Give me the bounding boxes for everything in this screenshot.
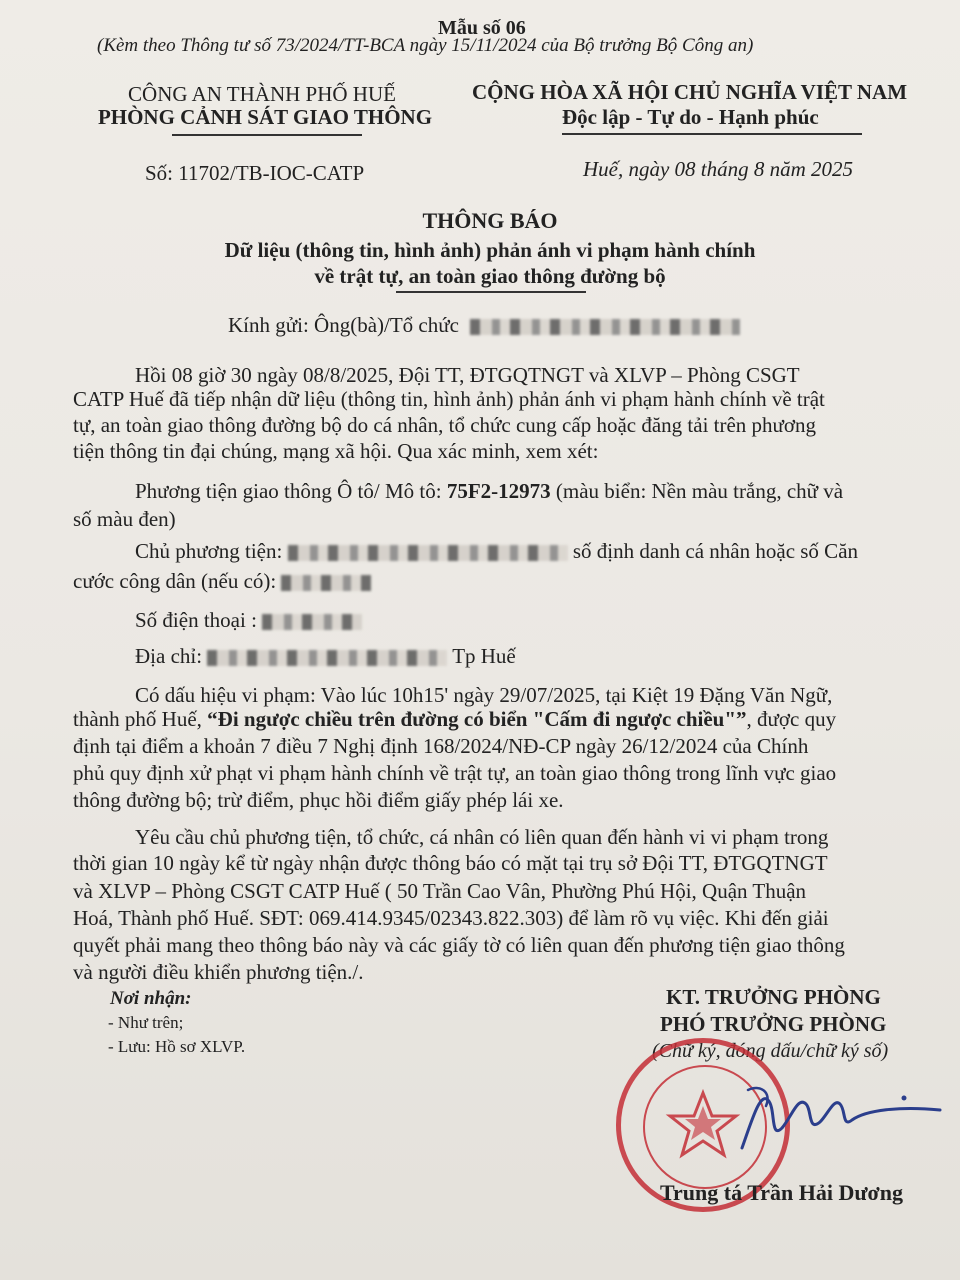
place-date: Huế, ngày 08 tháng 8 năm 2025 xyxy=(583,157,854,181)
violation-line-3: định tại điểm a khoản 7 điều 7 Nghị định 168/2024/NĐ-CP ngày 26/12/2024 của Chính xyxy=(73,734,809,758)
owner-id-label: số định danh cá nhân hoặc số Căn xyxy=(572,539,859,563)
owner-label: Chủ phương tiện: xyxy=(135,539,283,563)
intro-line-3: tự, an toàn giao thông đường bộ do cá nhân, tổ chức cung cấp hoặc đăng tải trên phương xyxy=(73,413,817,437)
notice-subtitle-2: về trật tự, an toàn giao thông đường bộ xyxy=(314,264,666,288)
redacted-owner-id xyxy=(281,575,371,591)
address-line xyxy=(135,643,516,669)
vehicle-suffix: (màu biển: Nền màu trắng, chữ và xyxy=(550,479,844,503)
address-label: Địa chỉ: xyxy=(135,644,203,668)
form-reference: (Kèm theo Thông tư số 73/2024/TT-BCA ngày 15/11/2024 của Bộ trưởng Bộ Công an) xyxy=(97,35,754,56)
agency-name: CÔNG AN THÀNH PHỐ HUẾ xyxy=(128,82,396,106)
phone-line xyxy=(135,607,362,633)
violation-line-5: thông đường bộ; trừ điểm, phục hồi điểm giấy phép lái xe. xyxy=(73,788,564,812)
intro-line-4: tiện thông tin đại chúng, mạng xã hội. Qua xác minh, xem xét: xyxy=(73,439,599,463)
violation-line-4: phủ quy định xử phạt vi phạm hành chính về trật tự, an toàn giao thông trong lĩnh vực giao xyxy=(73,761,837,785)
phone-label: Số điện thoại : xyxy=(135,608,257,632)
redacted-owner-name xyxy=(288,545,568,561)
request-line-5: quyết phải mang theo thông báo này và các giấy tờ có liên quan đến phương tiện giao thông xyxy=(73,933,845,957)
signature-title-2: PHÓ TRƯỞNG PHÒNG xyxy=(660,1012,887,1036)
violation-prefix: thành phố Huế, xyxy=(73,707,208,731)
notice-title: THÔNG BÁO xyxy=(422,208,558,233)
recipient-label: Kính gửi: Ông(bà)/Tổ chức xyxy=(228,313,459,337)
motto-underline xyxy=(562,133,862,135)
signature-note: (Chữ ký, đóng dấu/chữ ký số) xyxy=(652,1040,889,1062)
address-city: Tp Huế xyxy=(452,644,516,668)
vehicle-prefix: Phương tiện giao thông Ô tô/ Mô tô: xyxy=(135,479,447,503)
violation-suffix: , được quy xyxy=(746,707,837,731)
intro-line-1: Hồi 08 giờ 30 ngày 08/8/2025, Đội TT, ĐTGQTNGT và XLVP – Phòng CSGT xyxy=(135,363,800,387)
recipients-item-2: - Lưu: Hồ sơ XLVP. xyxy=(108,1037,246,1056)
intro-line-2: CATP Huế đã tiếp nhận dữ liệu (thông tin, hình ảnh) phản ánh vi phạm hành chính về trật xyxy=(73,387,825,411)
notice-subtitle-1: Dữ liệu (thông tin, hình ảnh) phản ánh vi phạm hành chính xyxy=(224,238,756,262)
request-line-4: Hoá, Thành phố Huế. SĐT: 069.414.9345/02343.822.303) để làm rõ vụ việc. Khi đến giải xyxy=(73,906,829,930)
redacted-address xyxy=(207,650,447,666)
redacted-recipient xyxy=(470,319,740,335)
request-line-6: và người điều khiển phương tiện./. xyxy=(73,960,364,984)
vehicle-line-2: số màu đen) xyxy=(73,507,176,531)
owner-line-2 xyxy=(73,568,371,594)
request-line-3: và XLVP – Phòng CSGT CATP Huế ( 50 Trần Cao Vân, Phường Phú Hội, Quận Thuận xyxy=(73,879,807,903)
form-number: Mẫu số 06 xyxy=(438,17,526,39)
document-number: Số: 11702/TB-IOC-CATP xyxy=(145,161,365,185)
republic-name: CỘNG HÒA XÃ HỘI CHỦ NGHĨA VIỆT NAM xyxy=(472,80,908,104)
agency-underline xyxy=(172,134,362,136)
agency-department: PHÒNG CẢNH SÁT GIAO THÔNG xyxy=(97,105,433,129)
request-line-2: thời gian 10 ngày kể từ ngày nhận được thông báo có mặt tại trụ sở Đội TT, ĐTGQTNGT xyxy=(73,851,828,875)
signer-name: Trung tá Trần Hải Dương xyxy=(660,1180,903,1205)
request-line-1: Yêu cầu chủ phương tiện, tổ chức, cá nhân có liên quan đến hành vi vi phạm trong xyxy=(135,825,829,849)
title-underline xyxy=(396,291,586,293)
owner-line xyxy=(135,538,858,564)
violation-name: “Đi ngược chiều trên đường có biển "Cấm đi ngược chiều"” xyxy=(207,707,747,731)
recipients-item-1: - Như trên; xyxy=(108,1013,184,1032)
redacted-phone xyxy=(262,614,362,630)
republic-motto: Độc lập - Tự do - Hạnh phúc xyxy=(562,105,819,129)
violation-line-1: Có dấu hiệu vi phạm: Vào lúc 10h15' ngày 29/07/2025, tại Kiệt 19 Đặng Văn Ngữ, xyxy=(135,683,833,707)
signature-title-1: KT. TRƯỞNG PHÒNG xyxy=(666,985,881,1009)
violation-line-2 xyxy=(73,706,836,732)
recipient-line xyxy=(228,312,740,338)
vehicle-line xyxy=(135,478,843,504)
owner-id-line: cước công dân (nếu có): xyxy=(73,569,277,593)
recipients-label: Nơi nhận: xyxy=(110,988,192,1009)
license-plate: 75F2-12973 xyxy=(446,479,551,503)
